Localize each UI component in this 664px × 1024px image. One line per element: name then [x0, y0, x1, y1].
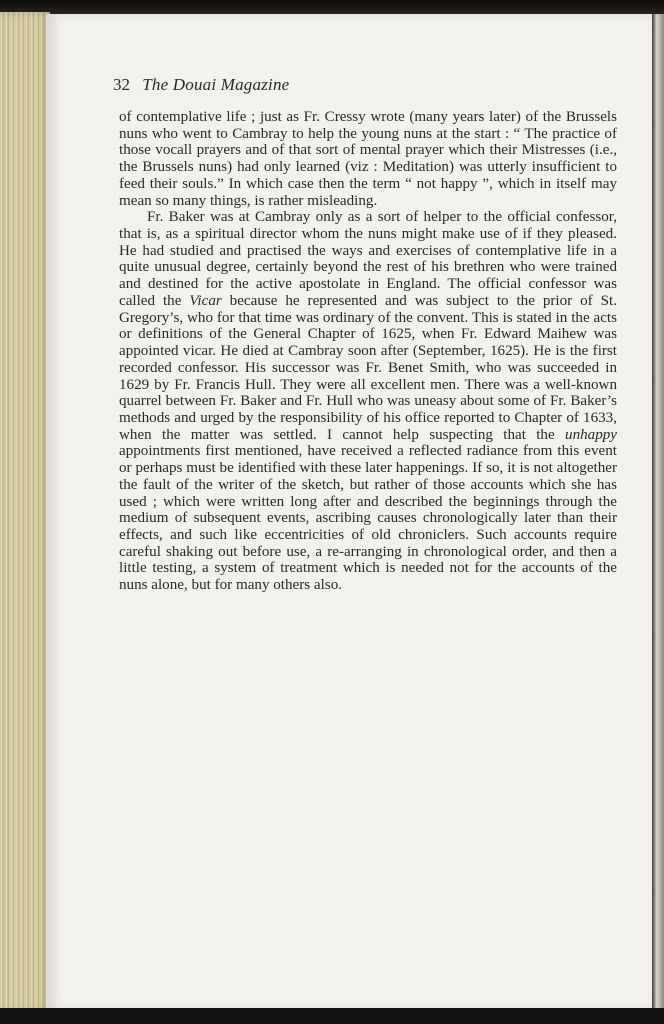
italic-text: Vicar — [189, 292, 222, 309]
running-title: The Douai Magazine — [142, 75, 290, 94]
paragraph-2 — [119, 209, 617, 594]
page-number: 32 — [113, 75, 130, 94]
text-segment: appointments first mentioned, have received a reflected radiance from this event or perhaps must be identified with these later happenings. If so, it is not altogether the fault of the writer of the sketch, but rather of those accounts which she has used ; which were written long after and described the beginnings through the medium of subsequent events, ascribing causes chronologically later than their effects, and such like eccentricities of old chroniclers. Such accounts require careful shaking out before use, a re-arranging in chronological order, and then a little testing, a system of treatment which is needed not for the accounts of the nuns alone, but for many others also. — [119, 443, 617, 594]
text-segment: of contemplative life ; just as Fr. Cressy wrote (many years later) of the Brussels nuns who went to Cambray to help the young nuns at the start : “ The practice of those vocall prayers and of that sort of mental prayer which their Mistresses (i.e., the Brussels nuns) had only learned (viz : Meditation) was utterly insufficient to feed their souls.” In which case then the term “ not happy ”, which in itself may mean so many things, is rather misleading. — [119, 109, 617, 209]
book-right-edge — [652, 14, 664, 1009]
body-text — [119, 109, 617, 594]
paragraph-1 — [119, 109, 617, 209]
running-header — [113, 74, 623, 96]
book-page-edges — [0, 12, 50, 1010]
italic-text: unhappy — [565, 426, 617, 443]
text-segment: because he represented and was subject to the prior of St. Gregory’s, who for that time was ordinary of the convent. This is stated in the acts or definitions of the General Chapter of 1625, when Fr. Edward Maihew was appointed vicar. He died at Cambray soon after (September, 1625). He is the first recorded confessor. His successor was Fr. Benet Smith, who was succeeded in 1629 by Fr. Francis Hull. They were all excellent men. There was a well-known quarrel between Fr. Baker and Fr. Hull who was uneasy about some of Fr. Baker’s methods and urged by the responsibility of his office reported to Chapter of 1633, when the matter was settled. I cannot help suspecting that the — [119, 292, 617, 443]
scan-bottom-border — [0, 1008, 664, 1024]
text-segment: Fr. Baker was at Cambray only as a sort of helper to the official confessor, that is, as a spiritual director whom the nuns might make use of if they pleased. He had studied and practised the ways and exercises of contemplative life in a quite unusual degree, certainly beyond the rest of his brethren who were trained and destined for the active apostolate in England. The official confessor was called the — [119, 209, 617, 309]
